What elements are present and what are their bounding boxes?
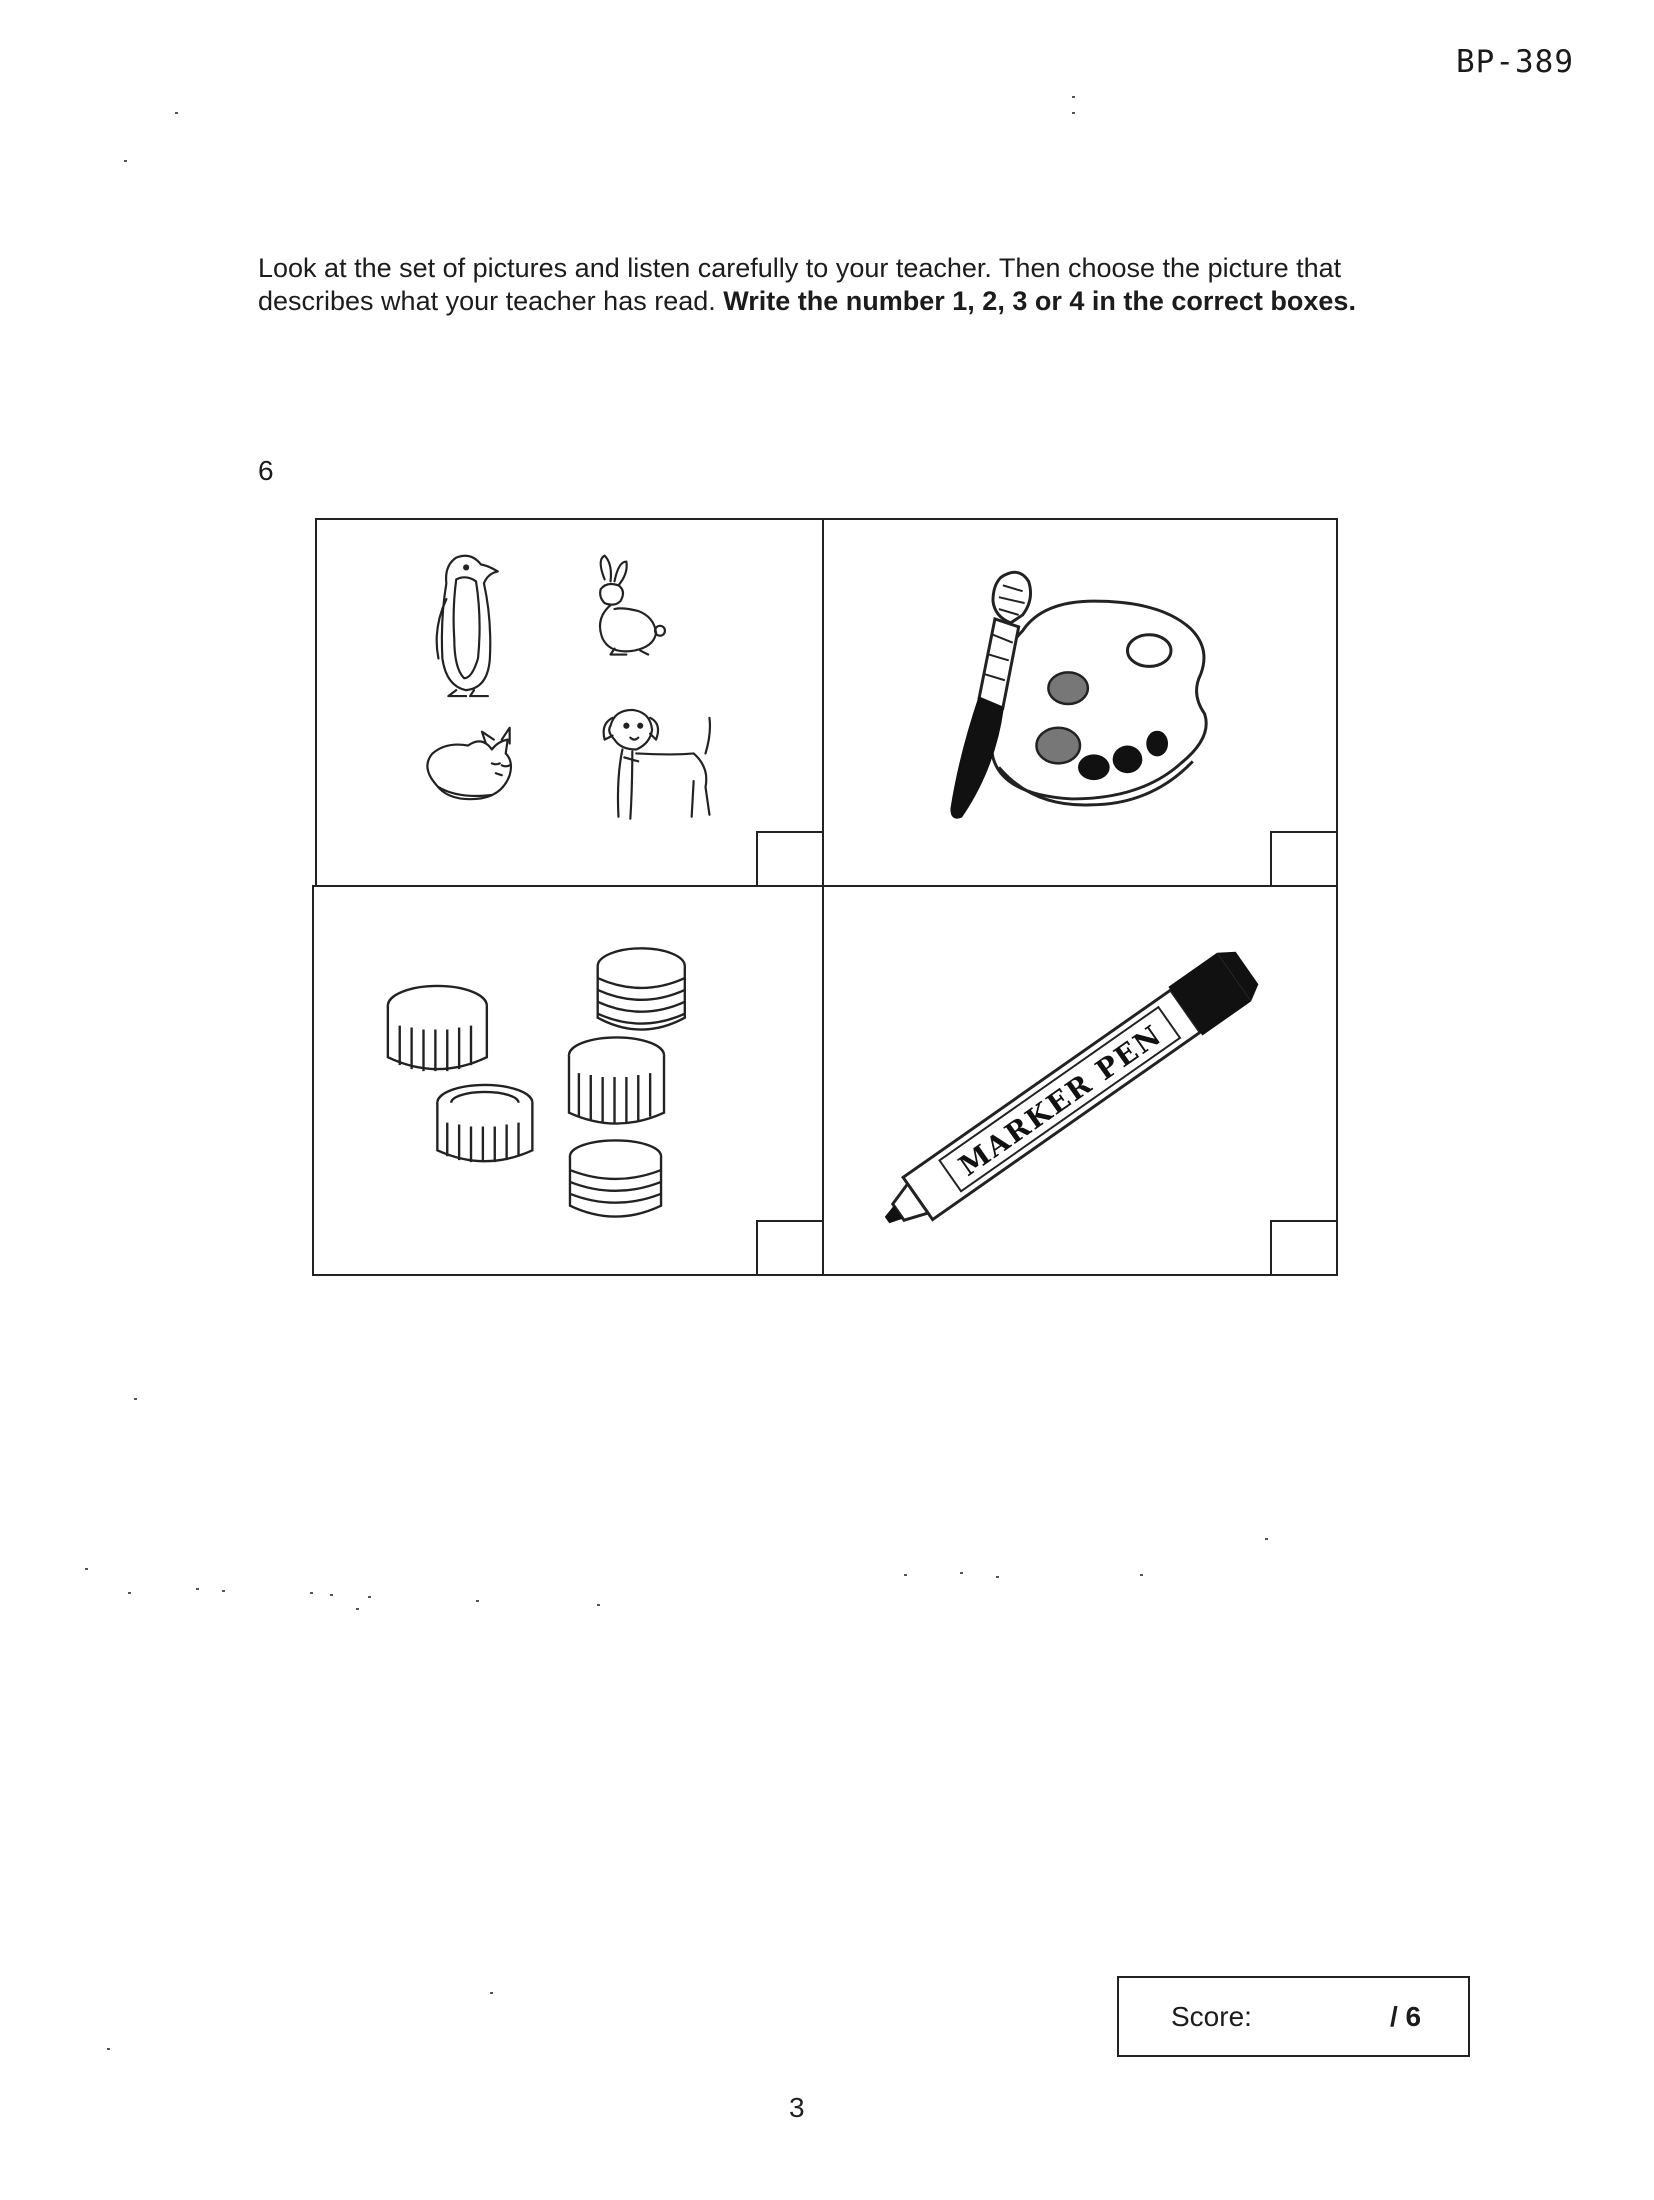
answer-box-1[interactable]: [756, 831, 824, 887]
scan-speck: [128, 1592, 131, 1594]
scan-speck: [310, 1592, 313, 1594]
answer-box-3[interactable]: [756, 1220, 824, 1276]
picture-cell-marker: [822, 885, 1338, 1276]
marker-pen-icon: [824, 887, 1336, 1274]
picture-cell-caps: [312, 885, 824, 1276]
scan-speck: [1265, 1538, 1268, 1540]
scan-speck: [476, 1600, 479, 1602]
scan-speck: [1140, 1574, 1143, 1576]
picture-cell-animals: [315, 518, 824, 887]
instructions-bold: Write the number 1, 2, 3 or 4 in the correct boxes.: [723, 286, 1356, 316]
scan-speck: [196, 1588, 199, 1590]
page-number: 3: [789, 2092, 805, 2123]
bottle-caps-icon: [314, 887, 822, 1274]
paintbrush-palette-icon: [824, 520, 1336, 885]
instructions: [258, 252, 1358, 318]
instructions-regular: Look at the set of pictures and listen carefully to your teacher. Then choose the picture that describes what your teacher has read.: [258, 253, 1342, 316]
scan-speck: [107, 2048, 110, 2050]
scan-speck: [368, 1596, 371, 1598]
document-id: BP-389: [1456, 44, 1574, 80]
answer-box-4[interactable]: [1270, 1220, 1338, 1276]
score-label: Score:: [1171, 2001, 1252, 2032]
scan-speck: [597, 1604, 600, 1606]
scan-speck: [490, 1992, 493, 1994]
scan-speck: [996, 1576, 999, 1578]
scan-speck: [1072, 112, 1075, 114]
scan-speck: [904, 1574, 907, 1576]
picture-grid: [315, 518, 1338, 1276]
answer-box-2[interactable]: [1270, 831, 1338, 887]
question-number: 6: [258, 455, 274, 486]
scan-speck: [330, 1594, 333, 1596]
scan-speck: [222, 1590, 225, 1592]
scan-speck: [85, 1568, 88, 1570]
scan-speck: [960, 1572, 963, 1574]
score-box: [1117, 1976, 1470, 2057]
scan-speck: [124, 160, 127, 162]
score-total: / 6: [1390, 2001, 1422, 2032]
marker-pen-label: MARKER PEN: [952, 1017, 1169, 1183]
animals-icon: [317, 520, 822, 885]
scan-speck: [134, 1398, 137, 1400]
scan-speck: [175, 112, 178, 114]
scan-speck: [1072, 96, 1075, 98]
picture-cell-paint: [822, 518, 1338, 887]
scan-speck: [356, 1608, 359, 1610]
